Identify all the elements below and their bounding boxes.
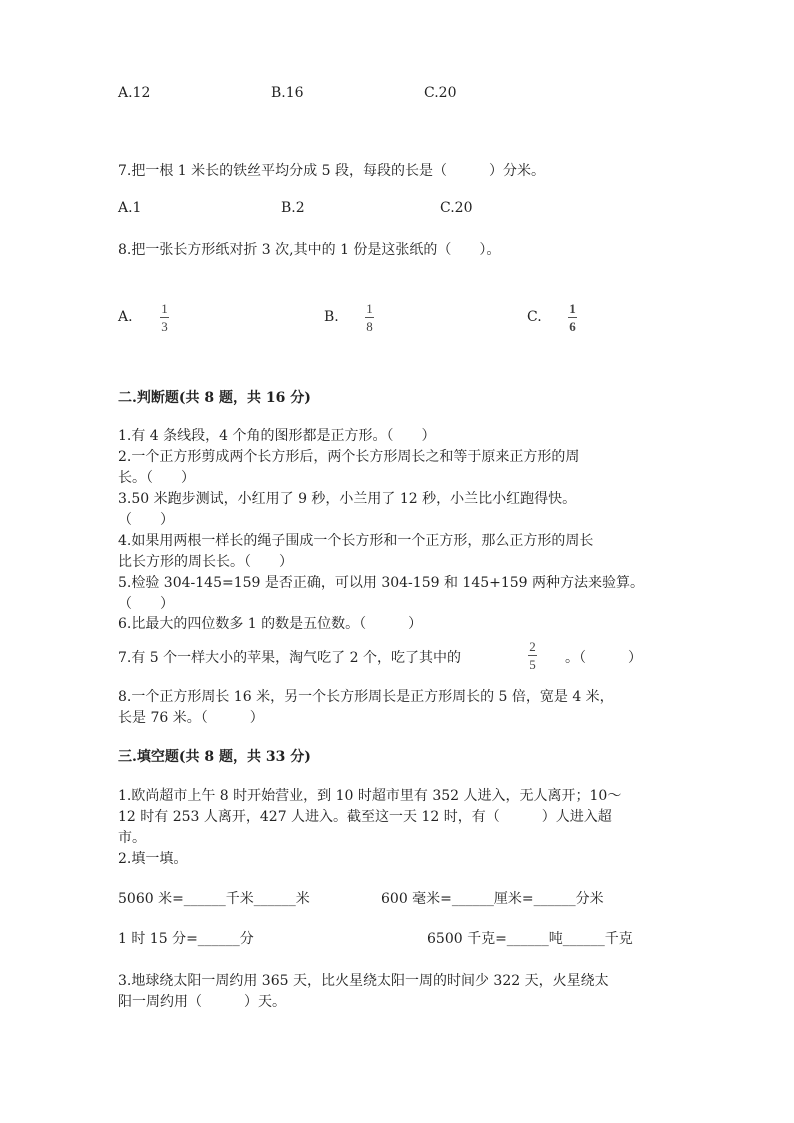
section2-item: 5.检验 304-145=159 是否正确，可以用 304-159 和 145+159 两种方法来验算。 <box>118 575 645 591</box>
fraction-denominator: 8 <box>366 319 373 334</box>
q8-option-a-fraction <box>160 302 169 333</box>
fraction-numerator: 1 <box>569 301 576 316</box>
fill-blank-3: 1 时 15 分=______分 <box>118 931 254 947</box>
fill-blank-4: 6500 千克=______吨______千克 <box>427 931 633 947</box>
fraction-numerator: 1 <box>366 301 373 316</box>
q7-text: 7.把一根 1 米长的铁丝平均分成 5 段，每段的长是（ ）分米。 <box>118 163 545 179</box>
fill-blank-2: 600 毫米=______厘米=______分米 <box>381 891 604 907</box>
section2-item: 3.50 米跑步测试，小红用了 9 秒，小兰用了 12 秒，小兰比小红跑得快。 <box>118 491 577 507</box>
section2-item: （ ） <box>118 512 174 528</box>
q8-text: 8.把一张长方形纸对折 3 次,其中的 1 份是这张纸的（ ）。 <box>118 242 501 258</box>
section2-q7-text: 7.有 5 个一样大小的苹果，淘气吃了 2 个，吃了其中的 <box>118 650 461 666</box>
fraction-denominator: 3 <box>161 319 168 334</box>
section2-item: 6.比最大的四位数多 1 的数是五位数。（ ） <box>118 616 423 632</box>
fraction-bar <box>528 655 537 656</box>
section3-q3-line1: 3.地球绕太阳一周约用 365 天，比火星绕太阳一周的时间少 322 天，火星绕太 <box>118 973 609 989</box>
q8-option-b-fraction <box>365 302 374 333</box>
q7-option-c: C.20 <box>440 200 473 216</box>
q8-option-c-label: C. <box>527 309 542 325</box>
section3-q2: 2.填一填。 <box>118 851 188 867</box>
section2-q8-line2: 长是 76 米。（ ） <box>118 710 264 726</box>
section2-q7-tail: 。（ ） <box>565 650 642 666</box>
fill-blank-1: 5060 米=______千米______米 <box>118 891 310 907</box>
fraction-numerator: 2 <box>529 639 536 654</box>
fraction-denominator: 5 <box>529 657 536 672</box>
q8-option-a-label: A. <box>118 309 133 325</box>
section3-q1-line3: 市。 <box>118 830 146 846</box>
fraction-numerator: 1 <box>161 301 168 316</box>
q7-option-b: B.2 <box>281 200 305 216</box>
fraction-bar <box>365 317 374 318</box>
section3-q1-line2: 12 时有 253 人离开，427 人进入。截至这一天 12 时，有（ ）人进入超 <box>118 809 612 825</box>
section3-q3-line2: 阳一周约用（ ）天。 <box>118 994 286 1010</box>
q8-option-b-label: B. <box>324 309 339 325</box>
section2-item: 长。（ ） <box>118 470 195 486</box>
section2-q8-line1: 8.一个正方形周长 16 米，另一个长方形周长是正方形周长的 5 倍，宽是 4 米， <box>118 689 614 705</box>
q7-option-a: A.1 <box>118 200 142 216</box>
q6-option-b: B.16 <box>271 85 304 101</box>
section2-item: 2.一个正方形剪成两个长方形后，两个长方形周长之和等于原来正方形的周 <box>118 449 580 465</box>
section3-title: 三.填空题(共 8 题，共 33 分) <box>118 749 311 765</box>
fraction-bar <box>568 317 577 318</box>
section3-q1-line1: 1.欧尚超市上午 8 时开始营业，到 10 时超市里有 352 人进入，无人离开；10～ <box>118 788 622 804</box>
q8-option-c-fraction <box>568 302 577 333</box>
section2-q7-fraction <box>528 640 537 671</box>
section2-item: 1.有 4 条线段，4 个角的图形都是正方形。（ ） <box>118 428 436 444</box>
q6-option-c: C.20 <box>424 85 457 101</box>
section2-item: （ ） <box>118 596 174 612</box>
fraction-denominator: 6 <box>569 319 576 334</box>
section2-item: 比长方形的周长长。（ ） <box>118 554 293 570</box>
section2-title: 二.判断题(共 8 题，共 16 分) <box>118 390 311 406</box>
fraction-bar <box>160 317 169 318</box>
section2-item: 4.如果用两根一样长的绳子围成一个长方形和一个正方形，那么正方形的周长 <box>118 533 594 549</box>
q6-option-a: A.12 <box>118 85 151 101</box>
